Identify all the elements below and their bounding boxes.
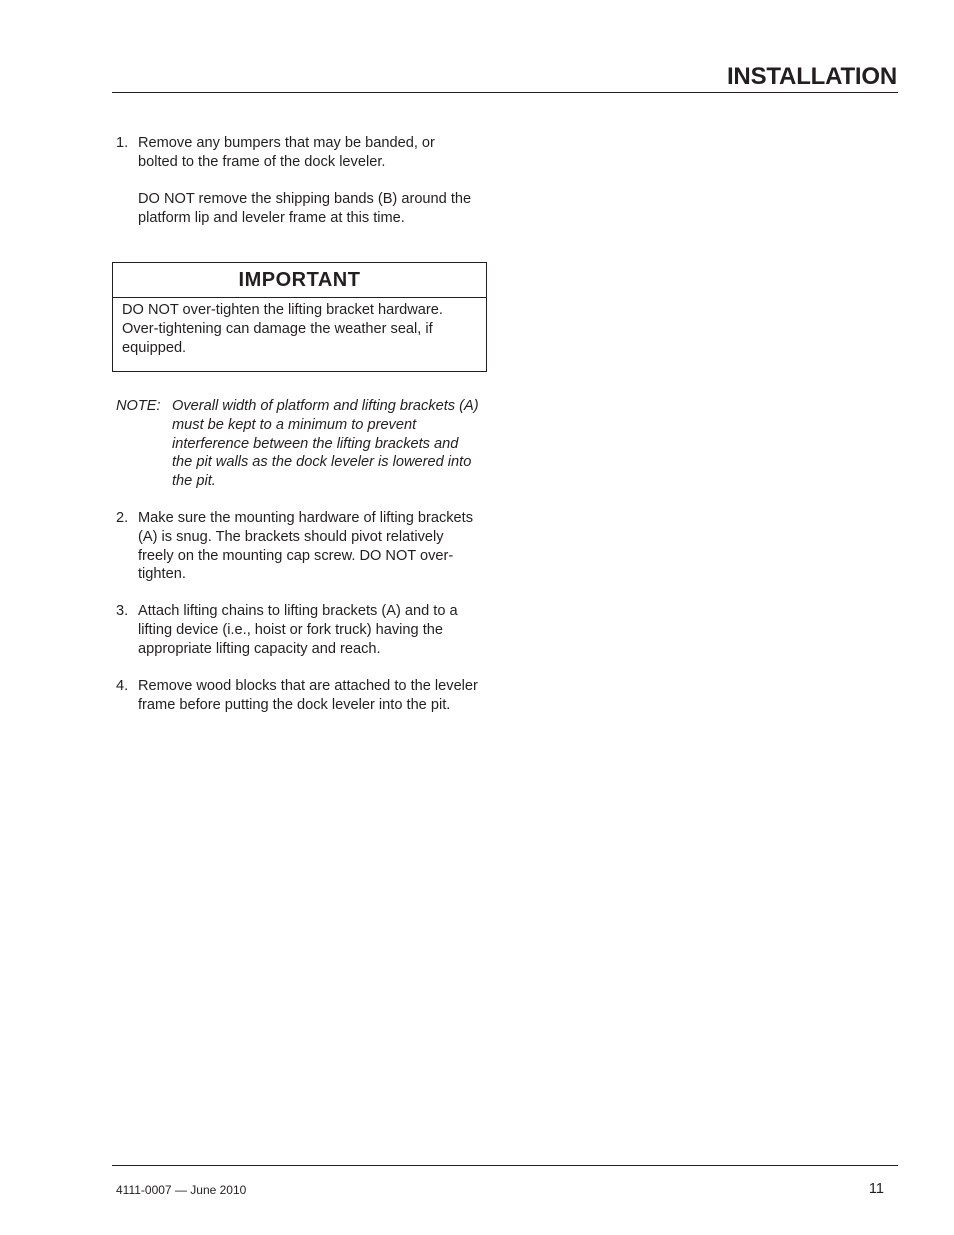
- step-text: Remove any bumpers that may be banded, or bolted to the frame of the dock leveler.: [138, 135, 435, 170]
- step-text: Remove wood blocks that are attached to the leveler frame before putting the dock leveler into the pit.: [138, 678, 478, 713]
- step-3: [116, 602, 491, 658]
- step-subtext: DO NOT remove the shipping bands (B) around the platform lip and leveler frame at this time.: [138, 191, 472, 227]
- step-number: 1.: [116, 135, 129, 151]
- note-label: NOTE:: [116, 398, 161, 414]
- note-text: Overall width of platform and lifting brackets (A) must be kept to a minimum to prevent interference between the lifting brackets and the pit walls as the dock leveler is lowered into the pit.: [172, 398, 479, 490]
- important-body: DO NOT over-tighten the lifting bracket hardware. Over-tightening can damage the weather seal, if equipped.: [122, 302, 443, 357]
- step-1: [116, 134, 491, 228]
- step-number: 3.: [116, 603, 129, 619]
- step-text: Make sure the mounting hardware of lifting brackets (A) is snug. The brackets should pivot relatively freely on the mounting cap screw. DO NOT over-tighten.: [138, 510, 474, 583]
- step-2: [116, 509, 491, 584]
- document-id: 4111-0007 — June 2010: [116, 1183, 247, 1197]
- important-title: IMPORTANT: [113, 263, 486, 298]
- page-title: INSTALLATION: [726, 63, 897, 90]
- footer-rule: [112, 1165, 898, 1166]
- step-number: 4.: [116, 678, 129, 694]
- important-box: [112, 262, 487, 372]
- step-4: [116, 677, 491, 715]
- note: [116, 397, 496, 491]
- page-number: 11: [868, 1181, 884, 1197]
- step-number: 2.: [116, 510, 129, 526]
- header-rule: [112, 92, 898, 93]
- step-text: Attach lifting chains to lifting brackets (A) and to a lifting device (i.e., hoist or fork truck) having the appropriate lifting capacity and reach.: [138, 603, 458, 657]
